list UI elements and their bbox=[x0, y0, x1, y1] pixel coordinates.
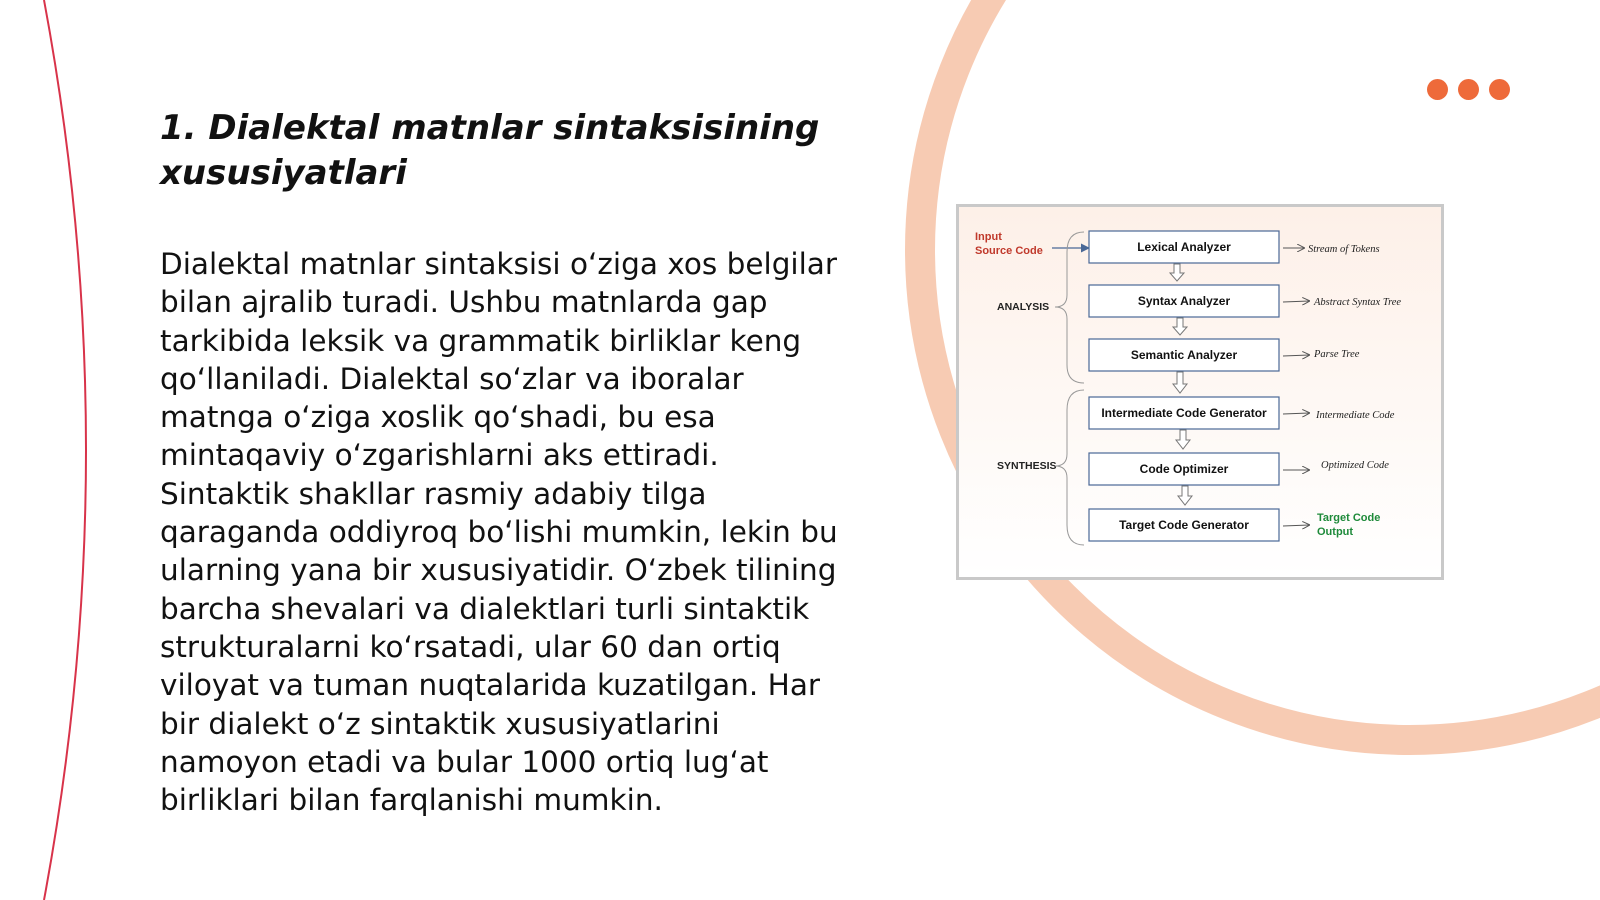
dot bbox=[1458, 79, 1479, 100]
analysis-brace bbox=[1055, 232, 1084, 383]
stage-intermediate-code-generator bbox=[1089, 397, 1279, 429]
stage-target-code-generator bbox=[1089, 509, 1279, 541]
output-arrow bbox=[1283, 301, 1309, 302]
menu-dots-icon bbox=[1427, 79, 1510, 100]
dot bbox=[1427, 79, 1448, 100]
left-accent-line bbox=[44, 0, 86, 900]
compiler-phases-diagram bbox=[956, 204, 1444, 580]
output-label: Abstract Syntax Tree bbox=[1314, 297, 1402, 308]
down-arrow-icon bbox=[1170, 264, 1184, 281]
output-arrow bbox=[1283, 525, 1309, 526]
dot bbox=[1489, 79, 1510, 100]
synthesis-group-label: SYNTHESIS bbox=[997, 460, 1057, 472]
final-output-label-line2: Output bbox=[1317, 526, 1354, 538]
output-label: Parse Tree bbox=[1314, 349, 1360, 360]
input-label-line2: Source Code bbox=[975, 245, 1043, 257]
input-label-line1: Input bbox=[975, 231, 1002, 243]
analysis-group-label: ANALYSIS bbox=[997, 301, 1050, 313]
down-arrow-icon bbox=[1173, 372, 1187, 393]
stage-label: Target Code Generator bbox=[1119, 518, 1249, 532]
slide-title: 1. Dialektal matnlar sintaksisining xususiyatlari bbox=[160, 108, 820, 193]
down-arrow-icon bbox=[1178, 486, 1192, 505]
output-arrow bbox=[1283, 355, 1309, 356]
final-output-label-line1: Target Code bbox=[1317, 512, 1381, 524]
stage-label: Code Optimizer bbox=[1139, 462, 1229, 476]
down-arrow-icon bbox=[1176, 430, 1190, 449]
stage-semantic-analyzer bbox=[1089, 339, 1279, 371]
output-arrow bbox=[1283, 413, 1309, 414]
stage-syntax-analyzer bbox=[1089, 285, 1279, 317]
down-arrow-icon bbox=[1173, 318, 1187, 335]
stage-label: Syntax Analyzer bbox=[1137, 294, 1231, 308]
output-label: Stream of Tokens bbox=[1308, 244, 1380, 255]
stage-label: Semantic Analyzer bbox=[1130, 348, 1238, 362]
stage-lexical-analyzer bbox=[1089, 231, 1279, 263]
synthesis-brace bbox=[1055, 390, 1084, 545]
stage-code-optimizer bbox=[1089, 453, 1279, 485]
stage-label: Lexical Analyzer bbox=[1137, 240, 1231, 254]
output-label: Optimized Code bbox=[1321, 460, 1389, 471]
stage-label: Intermediate Code Generator bbox=[1101, 406, 1267, 420]
slide-body-text: Dialektal matnlar sintaksisi o‘ziga xos belgilar bilan ajralib turadi. Ushbu matnlarda gap tarkibida leksik va grammatik birliklar keng qo‘llaniladi. Dialektal so‘zlar va iboralar matnga o‘ziga xoslik qo‘shadi, bu esa mintaqaviy o‘zgarishlarni aks ettiradi. Sintaktik shakllar rasmiy adabiy tilga qaraganda oddiyroq bo‘lishi mumkin, lekin bu ularning yana bir xususiyatidir. O‘zbek tilining barcha shevalari va dialektlari turli sintaktik strukturalarni ko‘rsatadi, ular 60 dan ortiq viloyat va tuman nuqtalarida kuzatilgan. Har bir dialekt o‘z sintaktik xususiyatlarini namoyon etadi va bular 1000 ortiq lug‘at birliklari bilan farqlanishi mumkin. bbox=[160, 247, 838, 818]
output-label: Intermediate Code bbox=[1316, 410, 1395, 421]
